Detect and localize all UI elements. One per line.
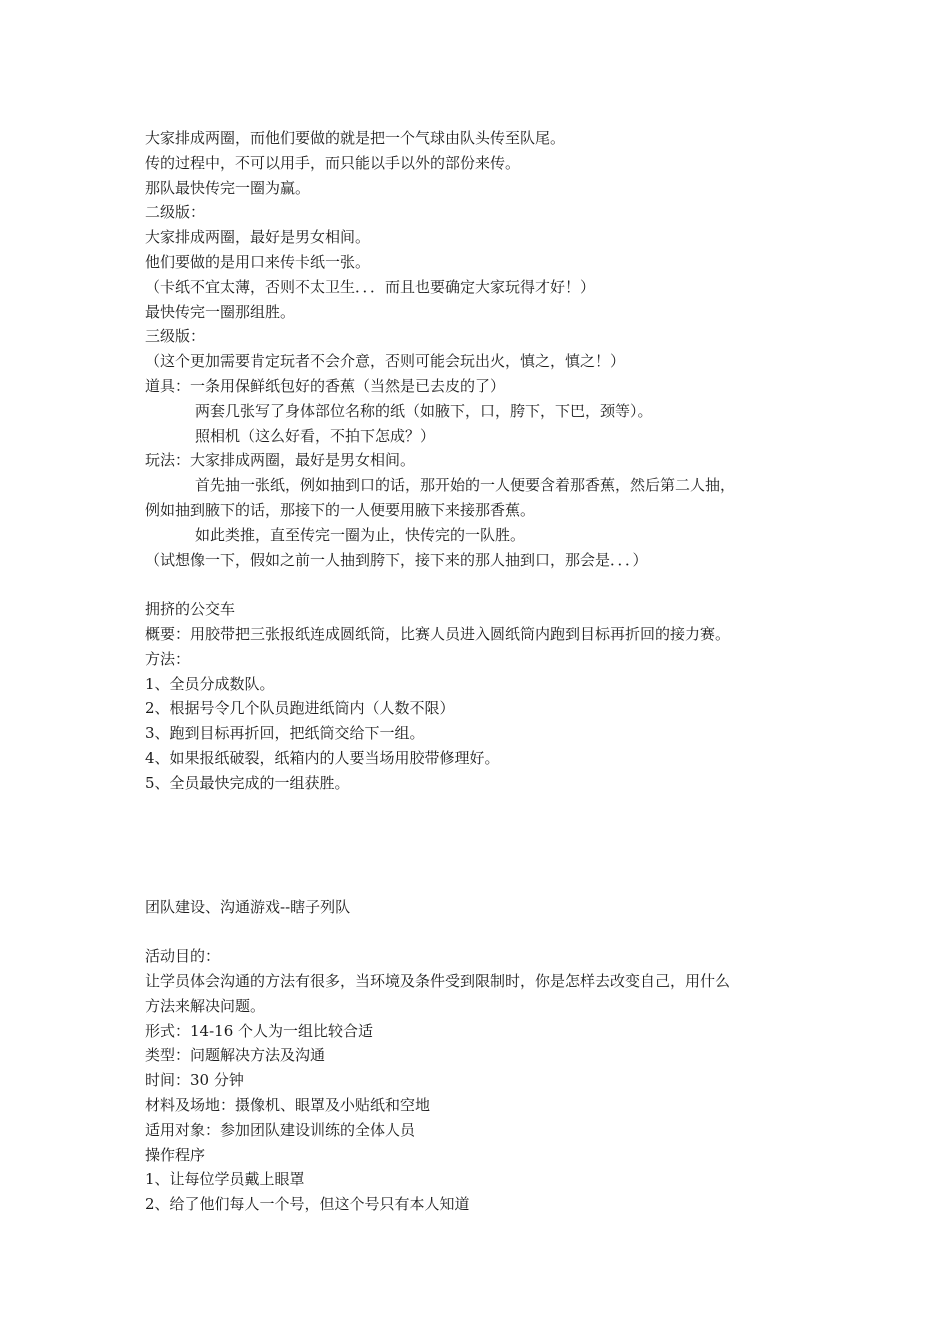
materials-line: 材料及场地：摄像机、眼罩及小贴纸和空地 bbox=[145, 1096, 431, 1115]
note-line: （这个更加需要肯定玩者不会介意，否则可能会玩出火，慎之，慎之！） bbox=[145, 352, 626, 371]
procedure-label: 操作程序 bbox=[145, 1145, 206, 1164]
text-line: 大家排成两圈，而他们要做的就是把一个气球由队头传至队尾。 bbox=[145, 129, 566, 147]
props-line: 两套几张写了身体部位名称的纸（如腋下，口，胯下，下巴，颈等）。 bbox=[195, 401, 653, 420]
blank-line bbox=[145, 796, 810, 821]
list-item: 5、全员最快完成的一组获胜。 bbox=[145, 773, 350, 792]
list-item: 2、根据号令几个队员跑进纸筒内（人数不限） bbox=[145, 699, 455, 718]
blank-line bbox=[145, 820, 810, 845]
note-line: （试想像一下，假如之前一人抽到胯下，接下来的那人抽到口，那会是．．．） bbox=[145, 550, 648, 569]
rules-line: 首先抽一张纸，例如抽到口的话，那开始的一人便要含着那香蕉，然后第二人抽， bbox=[195, 476, 736, 495]
list-item: 2、给了他们每人一个号，但这个号只有本人知道 bbox=[145, 1195, 470, 1214]
list-item: 4、如果报纸破裂，纸箱内的人要当场用胶带修理好。 bbox=[145, 748, 500, 767]
blank-line bbox=[145, 870, 810, 895]
section-title: 拥挤的公交车 bbox=[145, 600, 236, 619]
props-line: 道具：一条用保鲜纸包好的香蕉（当然是已去皮的了） bbox=[145, 376, 506, 395]
text-line: 他们要做的是用口来传卡纸一张。 bbox=[145, 252, 371, 271]
summary-line: 概要：用胶带把三张报纸连成圆纸筒，比赛人员进入圆纸筒内跑到目标再折回的接力赛。 bbox=[145, 624, 731, 643]
text-line: 那队最快传完一圈为赢。 bbox=[145, 178, 311, 197]
rules-line: 如此类推，直至传完一圈为止，快传完的一队胜。 bbox=[195, 525, 526, 544]
list-item: 1、全员分成数队。 bbox=[145, 674, 275, 693]
rules-line: 例如抽到腋下的话，那接下的一人便要用腋下来接那香蕉。 bbox=[145, 500, 536, 519]
document-body bbox=[145, 126, 810, 1217]
level-heading: 三级版： bbox=[145, 327, 206, 346]
form-line: 形式：14-16 个人为一组比较合适 bbox=[145, 1021, 374, 1040]
blank-line bbox=[145, 572, 810, 597]
list-item: 3、跑到目标再折回，把纸筒交给下一组。 bbox=[145, 724, 425, 743]
purpose-label: 活动目的： bbox=[145, 947, 221, 966]
rules-line: 玩法：大家排成两圈，最好是男女相间。 bbox=[145, 451, 416, 470]
text-line: 传的过程中，不可以用手，而只能以手以外的部份来传。 bbox=[145, 153, 521, 172]
purpose-text: 让学员体会沟通的方法有很多，当环境及条件受到限制时，你是怎样去改变自己，用什么 bbox=[145, 972, 731, 991]
method-label: 方法： bbox=[145, 649, 191, 668]
type-line: 类型：问题解决方法及沟通 bbox=[145, 1046, 326, 1065]
text-line: 大家排成两圈，最好是男女相间。 bbox=[145, 228, 371, 247]
text-line: 最快传完一圈那组胜。 bbox=[145, 302, 296, 321]
blank-line bbox=[145, 920, 810, 945]
section-title: 团队建设、沟通游戏--瞎子列队 bbox=[145, 897, 351, 916]
blank-line bbox=[145, 845, 810, 870]
props-line: 照相机（这么好看，不拍下怎成？） bbox=[195, 426, 436, 445]
purpose-text: 方法来解决问题。 bbox=[145, 996, 266, 1015]
list-item: 1、让每位学员戴上眼罩 bbox=[145, 1170, 305, 1189]
time-line: 时间：30 分钟 bbox=[145, 1071, 244, 1090]
note-line: （卡纸不宜太薄，否则不太卫生．．．而且也要确定大家玩得才好！） bbox=[145, 277, 596, 296]
audience-line: 适用对象：参加团队建设训练的全体人员 bbox=[145, 1120, 416, 1139]
level-heading: 二级版： bbox=[145, 203, 206, 222]
